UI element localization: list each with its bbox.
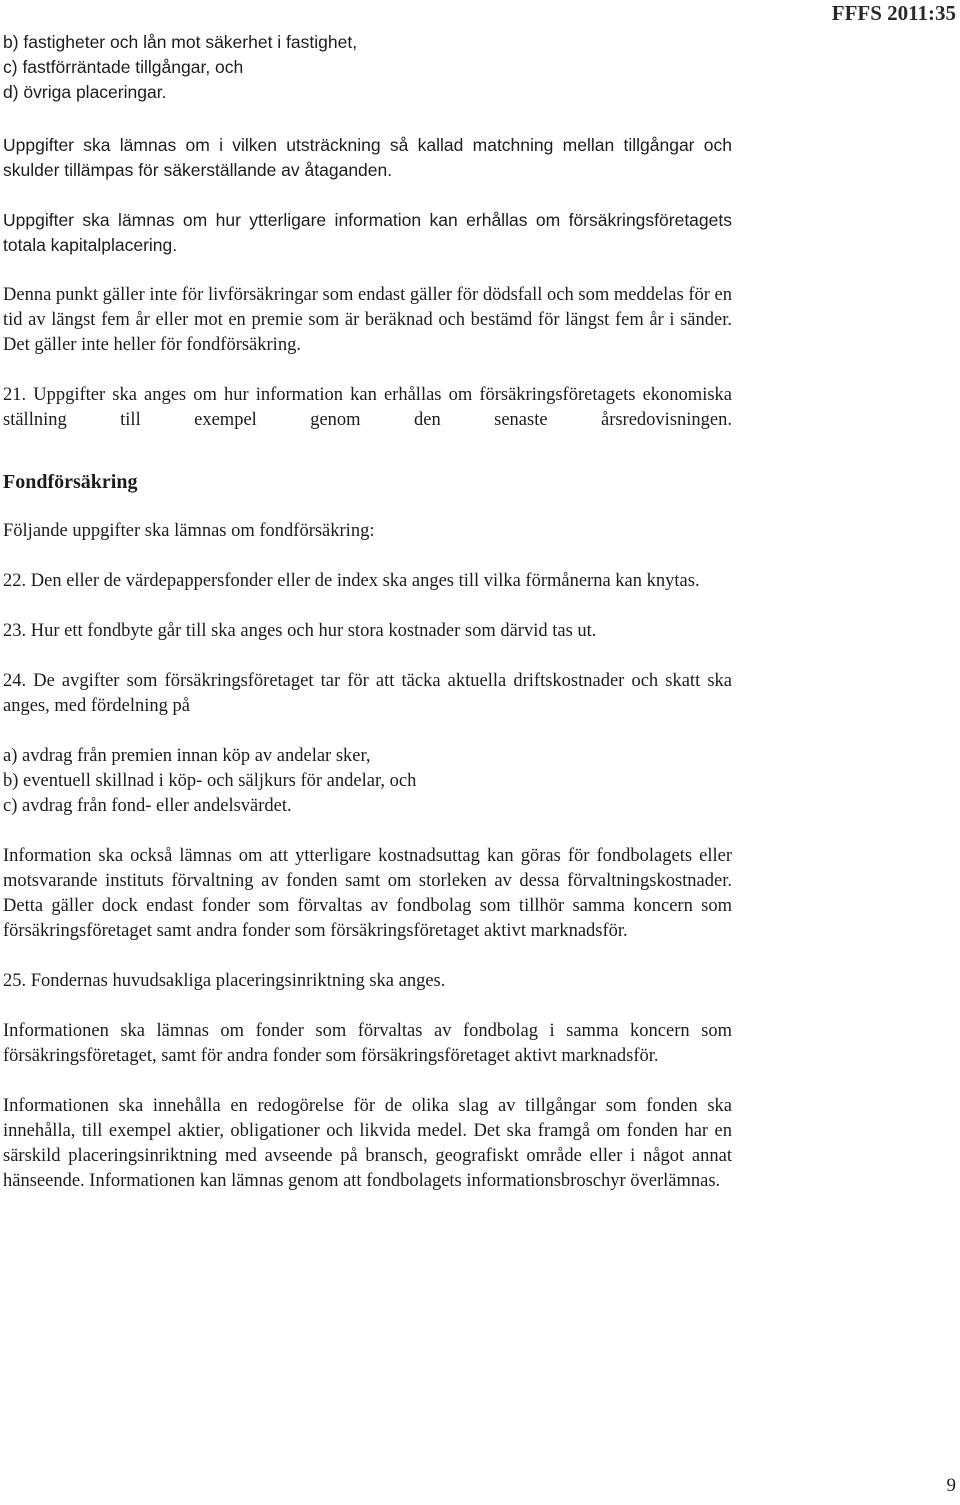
exception-paragraph: Denna punkt gäller inte för livförsäkringar som endast gäller för dödsfall och som meddelas för en tid av längst fem år eller mot en premie som är beräknad och bestämd för längst fem år i sänder. Det gäller inte heller för fondförsäkring. (3, 285, 732, 355)
paragraph-24: 24. De avgifter som försäkringsföretaget tar för att täcka aktuella driftskostnader och skatt ska anges, med fördelning på (3, 671, 732, 716)
page-number: 9 (946, 1475, 956, 1496)
paragraph-21: 21. Uppgifter ska anges om hur information kan erhållas om försäkringsföretagets ekonomiska ställning till exempel genom den senaste årsredovisningen. (3, 385, 732, 430)
list-item: d) övriga placeringar. (3, 82, 167, 102)
list-item: b) fastigheter och lån mot säkerhet i fastighet, (3, 32, 358, 52)
same-group-paragraph: Informationen ska lämnas om fonder som förvaltas av fondbolag i samma koncern som försäkringsföretaget, samt för andra fonder som försäkringsföretaget aktivt marknadsför. (3, 1021, 732, 1066)
list-item: c) avdrag från fond- eller andelsvärdet. (3, 796, 292, 816)
section-heading-fondforsakring: Fondförsäkring (3, 471, 138, 493)
list-item: b) eventuell skillnad i köp- och säljkurs för andelar, och (3, 771, 417, 791)
page-body (3, 30, 732, 1194)
list-item: a) avdrag från premien innan köp av andelar sker, (3, 746, 371, 766)
fees-list (3, 744, 732, 819)
fond-intro-paragraph: Följande uppgifter ska lämnas om fondförsäkring: (3, 521, 375, 541)
document-code: FFFS 2011:35 (831, 1, 956, 25)
placements-list (3, 30, 732, 105)
list-item: c) fastförräntade tillgångar, och (3, 57, 244, 77)
capital-paragraph: Uppgifter ska lämnas om hur ytterligare information kan erhållas om försäkringsföretagets totala kapitalplacering. (3, 210, 732, 255)
assets-paragraph: Informationen ska innehålla en redogörelse för de olika slag av tillgångar som fonden ska innehålla, till exempel aktier, obligationer och likvida medel. Det ska framgå om fonden har en särskild placeringsinriktning med avseende på bransch, geografiskt område eller i något annat hänseende. Informationen kan lämnas genom att fondbolagets informationsbroschyr överlämnas. (3, 1096, 732, 1191)
paragraph-23: 23. Hur ett fondbyte går till ska anges och hur stora kostnader som därvid tas ut. (3, 621, 597, 641)
extra-costs-paragraph: Information ska också lämnas om att ytterligare kostnadsuttag kan göras för fondbolagets eller motsvarande instituts förvaltning av fonden samt om storleken av dessa förvaltningskostnader. Detta gäller dock endast fonder som förvaltas av fondbolag som tillhör samma koncern som försäkringsföretaget samt andra fonder som försäkringsföretaget aktivt marknadsför. (3, 846, 732, 941)
paragraph-25: 25. Fondernas huvudsakliga placeringsinriktning ska anges. (3, 971, 446, 991)
paragraph-22: 22. Den eller de värdepappersfonder eller de index ska anges till vilka förmånerna kan knytas. (3, 571, 700, 591)
matching-paragraph: Uppgifter ska lämnas om i vilken utsträckning så kallad matchning mellan tillgångar och skulder tillämpas för säkerställande av åtaganden. (3, 135, 732, 180)
